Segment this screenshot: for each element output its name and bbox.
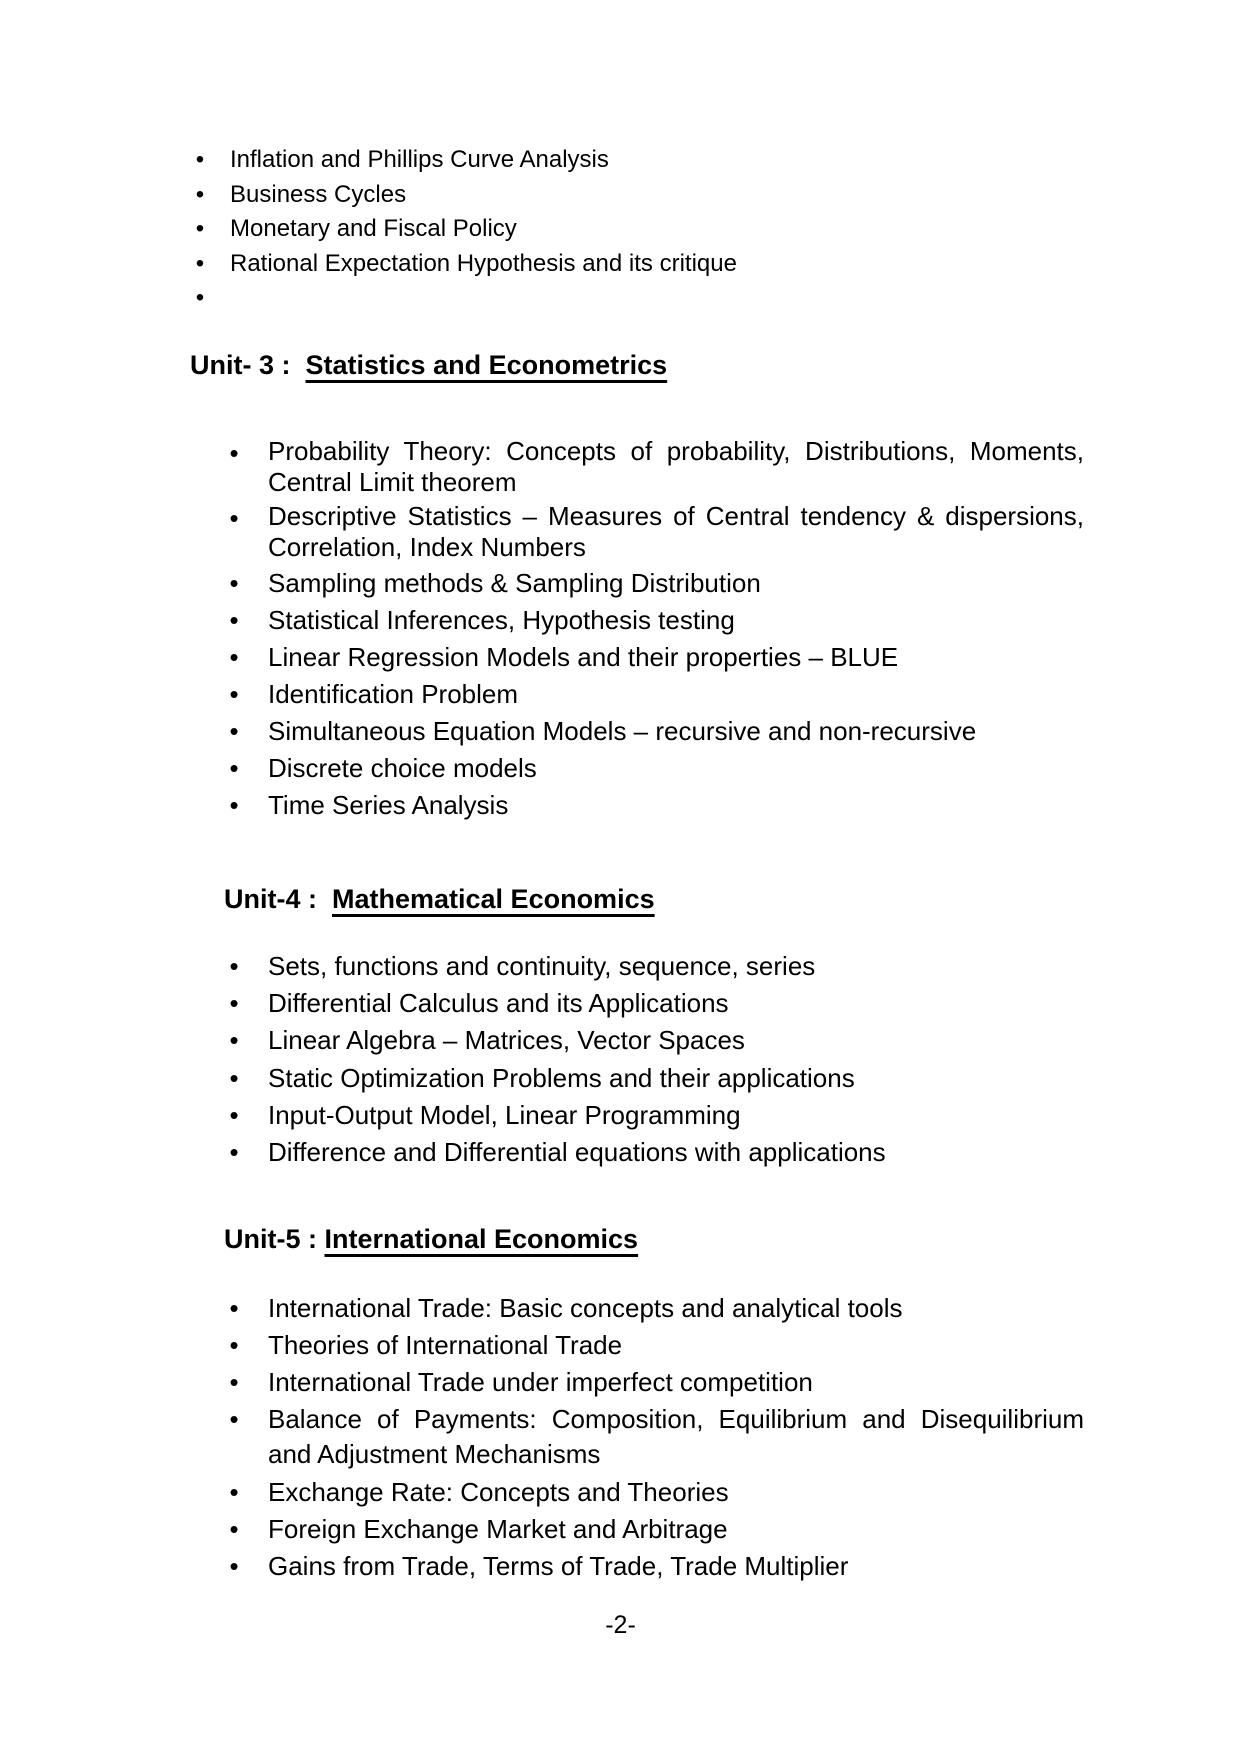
list-item bbox=[224, 1549, 1084, 1583]
list-item bbox=[190, 181, 890, 216]
bullet-icon: • bbox=[229, 716, 239, 746]
list-item bbox=[224, 1061, 1084, 1095]
list-item bbox=[224, 501, 1084, 563]
macro-topics-list bbox=[190, 146, 890, 319]
mathematical-topics-list bbox=[224, 949, 1084, 1172]
bullet-icon: • bbox=[229, 790, 239, 820]
list-item-text: Simultaneous Equation Models – recursive and non-recursive bbox=[268, 716, 977, 746]
list-item-text: Foreign Exchange Market and Arbitrage bbox=[268, 1514, 728, 1544]
unit-5-prefix: Unit-5 : bbox=[224, 1224, 317, 1254]
list-item-text: Time Series Analysis bbox=[268, 790, 509, 820]
list-item bbox=[190, 250, 890, 285]
list-item-text: Sets, functions and continuity, sequence, series bbox=[268, 951, 816, 981]
list-item bbox=[224, 949, 1084, 983]
bullet-icon: • bbox=[229, 1293, 239, 1323]
bullet-icon: • bbox=[229, 753, 239, 783]
list-item bbox=[224, 1023, 1084, 1057]
statistics-topics-list bbox=[224, 436, 1084, 825]
list-item-text: Theories of International Trade bbox=[268, 1330, 623, 1360]
list-item bbox=[224, 1512, 1084, 1546]
unit-4-prefix: Unit-4 : bbox=[224, 884, 317, 914]
bullet-icon: • bbox=[195, 180, 205, 208]
list-item-text: Static Optimization Problems and their applications bbox=[268, 1062, 855, 1093]
list-item bbox=[224, 677, 1084, 711]
list-item bbox=[224, 1135, 1084, 1169]
bullet-icon: • bbox=[229, 1136, 239, 1167]
list-item-text: Sampling methods & Sampling Distribution bbox=[268, 568, 761, 598]
bullet-icon: • bbox=[229, 1404, 239, 1434]
list-item-text: Linear Algebra – Matrices, Vector Spaces bbox=[268, 1025, 745, 1056]
list-item bbox=[224, 1291, 1084, 1325]
bullet-icon: • bbox=[229, 679, 239, 709]
list-item-text: Difference and Differential equations with applications bbox=[268, 1136, 886, 1167]
list-item-text: Rational Expectation Hypothesis and its critique bbox=[230, 249, 737, 277]
list-item bbox=[224, 566, 1084, 600]
unit-4-heading bbox=[224, 884, 655, 915]
list-item-text: Identification Problem bbox=[268, 679, 519, 709]
bullet-icon: • bbox=[229, 1477, 239, 1507]
list-item-text: Exchange Rate: Concepts and Theories bbox=[268, 1477, 729, 1507]
list-item-text: Balance of Payments: Composition, Equilibrium and Disequilibrium and Adjustment Mechanisms bbox=[268, 1404, 1084, 1469]
list-item-text: International Trade under imperfect competition bbox=[268, 1367, 813, 1397]
list-item bbox=[190, 215, 890, 250]
list-item-text: Input-Output Model, Linear Programming bbox=[268, 1099, 741, 1130]
list-item-text: Inflation and Phillips Curve Analysis bbox=[230, 146, 609, 173]
list-item-text: Differential Calculus and its Applications bbox=[268, 988, 729, 1019]
list-item bbox=[190, 146, 890, 181]
bullet-icon: • bbox=[229, 1099, 239, 1130]
page-number: -2- bbox=[605, 1611, 636, 1639]
bullet-icon: • bbox=[229, 438, 239, 468]
bullet-icon: • bbox=[229, 1514, 239, 1544]
list-item bbox=[224, 1328, 1084, 1362]
list-item bbox=[224, 436, 1084, 498]
list-item bbox=[224, 1475, 1084, 1509]
list-item-text: Monetary and Fiscal Policy bbox=[230, 215, 517, 243]
list-item-text: Linear Regression Models and their properties – BLUE bbox=[268, 642, 899, 672]
unit-5-heading bbox=[224, 1224, 638, 1255]
list-item-text: Discrete choice models bbox=[268, 753, 537, 783]
list-item-text: International Trade: Basic concepts and analytical tools bbox=[268, 1293, 903, 1323]
list-item bbox=[224, 1365, 1084, 1399]
bullet-icon: • bbox=[229, 503, 239, 533]
list-item bbox=[224, 603, 1084, 637]
list-item bbox=[224, 640, 1084, 674]
list-item-text: Business Cycles bbox=[230, 180, 407, 208]
bullet-icon: • bbox=[195, 284, 205, 312]
list-item-text: Statistical Inferences, Hypothesis testing bbox=[268, 605, 735, 635]
bullet-icon: • bbox=[229, 1062, 239, 1093]
unit-4-title: Mathematical Economics bbox=[332, 884, 655, 914]
list-item bbox=[224, 714, 1084, 748]
unit-3-prefix: Unit- 3 : bbox=[190, 350, 291, 380]
bullet-icon: • bbox=[229, 1330, 239, 1360]
bullet-icon: • bbox=[229, 988, 239, 1019]
bullet-icon: • bbox=[229, 1367, 239, 1397]
unit-3-title: Statistics and Econometrics bbox=[305, 350, 668, 380]
list-item bbox=[224, 1098, 1084, 1132]
unit-5-title: International Economics bbox=[324, 1224, 639, 1254]
list-item bbox=[224, 788, 1084, 822]
bullet-icon: • bbox=[229, 1025, 239, 1056]
bullet-icon: • bbox=[229, 951, 239, 981]
bullet-icon: • bbox=[195, 215, 205, 243]
bullet-icon: • bbox=[195, 249, 205, 277]
bullet-icon: • bbox=[229, 642, 239, 672]
list-item bbox=[224, 751, 1084, 785]
list-item bbox=[190, 284, 890, 319]
bullet-icon: • bbox=[229, 605, 239, 635]
bullet-icon: • bbox=[195, 146, 205, 173]
bullet-icon: • bbox=[229, 568, 239, 598]
international-topics-list bbox=[224, 1291, 1084, 1586]
list-item-text: Descriptive Statistics – Measures of Central tendency & dispersions, Correlation, Index Numbers bbox=[268, 501, 1084, 562]
list-item-text: Probability Theory: Concepts of probability, Distributions, Moments, Central Limit theorem bbox=[268, 436, 1084, 497]
unit-3-heading bbox=[190, 350, 667, 381]
list-item-text: Gains from Trade, Terms of Trade, Trade Multiplier bbox=[268, 1551, 849, 1581]
list-item bbox=[224, 1402, 1084, 1472]
list-item bbox=[224, 986, 1084, 1020]
bullet-icon: • bbox=[229, 1551, 239, 1581]
